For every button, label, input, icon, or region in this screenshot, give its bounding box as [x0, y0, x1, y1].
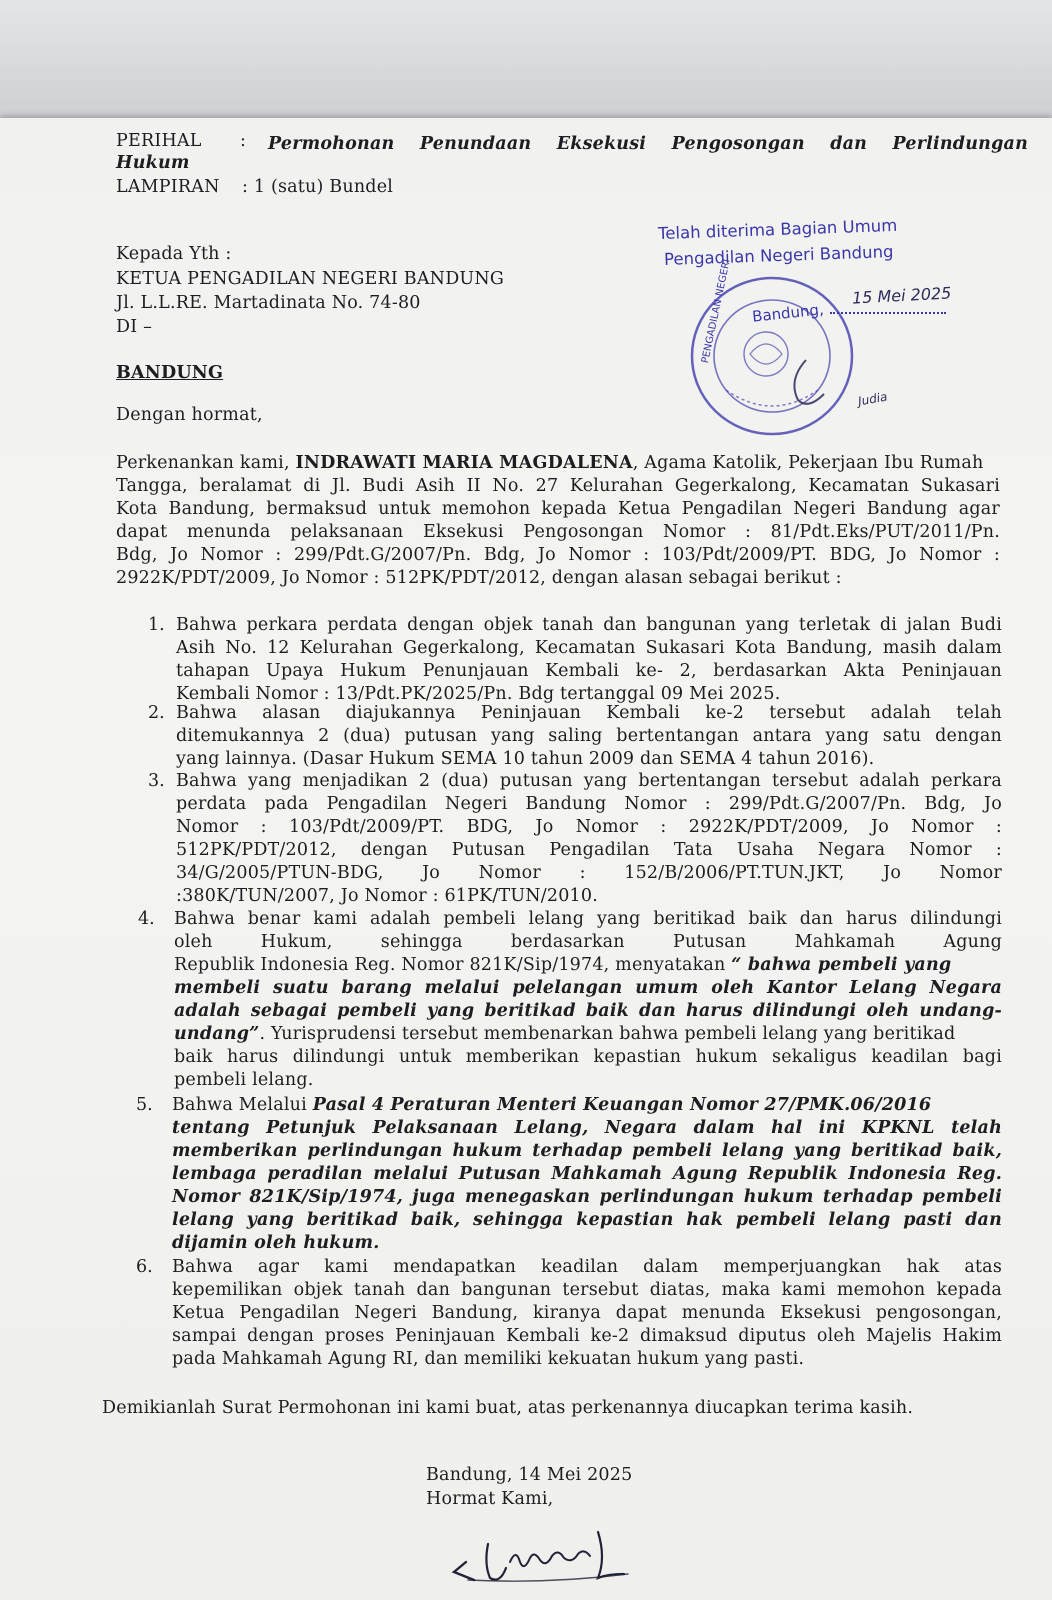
item-3-line: 34/G/2005/PTUN-BDG, Jo Nomor : 152/B/2006/PT.TUN.JKT, Jo Nomor: [176, 863, 1002, 883]
item-3-line: Bahwa yang menjadikan 2 (dua) putusan yang bertentangan tersebut adalah perkara: [176, 771, 1002, 791]
salutation: Dengan hormat,: [116, 405, 263, 425]
stamp-line-2: Pengadilan Negeri Bandung: [663, 242, 894, 269]
item-1-line: Kembali Nomor : 13/Pdt.PK/2025/Pn. Bdg tertanggal 09 Mei 2025.: [176, 684, 781, 704]
item-4-line: Republik Indonesia Reg. Nomor 821K/Sip/1974, menyatakan “ bahwa pembeli yang: [174, 955, 952, 975]
item-4-line: pembeli lelang.: [174, 1070, 314, 1090]
top-shadow-strip: [0, 0, 1052, 118]
stamp-line-1: Telah diterima Bagian Umum: [657, 215, 898, 244]
item-4-line: baik harus dilindungi untuk memberikan kepastian hukum sekaligus keadilan bagi: [174, 1047, 1002, 1067]
item-3-line: perdata pada Pengadilan Negeri Bandung Nomor : 299/Pdt.G/2007/Pn. Bdg, Jo: [176, 794, 1002, 814]
item-4-line: Bahwa benar kami adalah pembeli lelang yang beritikad baik dan harus dilindungi: [174, 909, 1002, 929]
item-5-line: tentang Petunjuk Pelaksanaan Lelang, Negara dalam hal ini KPKNL telah: [172, 1118, 1002, 1138]
intro-line-4: dapat menunda pelaksanaan Eksekusi Pengosongan Nomor : 81/Pdt.Eks/PUT/2011/Pn.: [116, 522, 1000, 542]
item-1-number: 1.: [148, 615, 165, 635]
recipient-name: KETUA PENGADILAN NEGERI BANDUNG: [116, 269, 505, 289]
intro-line-6: 2922K/PDT/2009, Jo Nomor : 512PK/PDT/2012, dengan alasan sebagai berikut :: [116, 568, 842, 588]
signature-place-date: Bandung, 14 Mei 2025: [426, 1465, 633, 1485]
item-6-line: Bahwa agar kami mendapatkan keadilan dalam memperjuangkan hak atas: [172, 1257, 1002, 1277]
item-4-line: oleh Hukum, sehingga berdasarkan Putusan Mahkamah Agung: [174, 932, 1002, 952]
item-4-number: 4.: [138, 909, 155, 929]
item-5-number: 5.: [136, 1095, 153, 1115]
stamp-date-line: [830, 312, 946, 314]
item-6-line: Ketua Pengadilan Negeri Bandung, kiranya dapat menunda Eksekusi pengosongan,: [172, 1303, 1002, 1323]
signature-icon: [448, 1522, 648, 1592]
closing-sentence: Demikianlah Surat Permohonan ini kami buat, atas perkenannya diucapkan terima kasih.: [102, 1398, 914, 1418]
stamp-initial: Judia: [857, 389, 889, 409]
item-5-line: Bahwa Melalui Pasal 4 Peraturan Menteri Keuangan Nomor 27/PMK.06/2016: [172, 1095, 932, 1115]
signature-hormat: Hormat Kami,: [426, 1489, 554, 1509]
item-3-line: :380K/TUN/2007, Jo Nomor : 61PK/TUN/2010.: [176, 886, 598, 906]
item-4-line: undang”. Yurisprudensi tersebut membenarkan bahwa pembeli lelang yang beritikad: [174, 1024, 956, 1044]
item-3-number: 3.: [148, 771, 165, 791]
item-1-line: tahapan Upaya Hukum Penunjauan Kembali ke- 2, berdasarkan Akta Peninjauan: [176, 661, 1002, 681]
item-2-line: Bahwa alasan diajukannya Peninjauan Kembali ke-2 tersebut adalah telah: [176, 703, 1002, 723]
item-2-line: ditemukannya 2 (dua) putusan yang saling bertentangan antara yang satu dengan: [176, 726, 1002, 746]
intro-line-3: Kota Bandung, bermaksud untuk memohon kepada Ketua Pengadilan Negeri Bandung agar: [116, 499, 1000, 519]
item-4-line: membeli suatu barang melalui pelelangan umum oleh Kantor Lelang Negara: [174, 978, 1002, 998]
item-5-line: lembaga peradilan melalui Putusan Mahkamah Agung Republik Indonesia Reg.: [172, 1164, 1002, 1184]
stamp-date-label: Bandung,: [751, 300, 825, 326]
item-6-number: 6.: [136, 1257, 153, 1277]
seal-text: PENGADILAN NEGERI: [700, 258, 733, 365]
item-6-line: pada Mahkamah Agung RI, dan memiliki kekuatan hukum yang pasti.: [172, 1349, 805, 1369]
item-5-line: lelang yang beritikad baik, sehingga kepastian hak pembeli lelang pasti dan: [172, 1210, 1002, 1230]
item-1-line: Bahwa perkara perdata dengan objek tanah dan bangunan yang terletak di jalan Budi: [176, 615, 1002, 635]
perihal-label: PERIHAL: [116, 131, 202, 151]
item-3-line: Nomor : 103/Pdt/2009/PT. BDG, Jo Nomor : 2922K/PDT/2009, Jo Nomor :: [176, 817, 1002, 837]
perihal-value: Permohonan Penundaan Eksekusi Pengosongan dan Perlindungan: [268, 134, 1028, 154]
item-2-number: 2.: [148, 703, 165, 723]
stamp-date-handwritten: 15 Mei 2025: [851, 283, 952, 308]
recipient-kepada: Kepada Yth :: [116, 244, 232, 264]
item-5-line: dijamin oleh hukum.: [172, 1233, 380, 1253]
item-4-line: adalah sebagai pembeli yang beritikad baik dan harus dilindungi oleh undang-: [174, 1001, 1002, 1021]
item-3-line: 512PK/PDT/2012, dengan Putusan Pengadilan Tata Usaha Negara Nomor :: [176, 840, 1002, 860]
item-5-line: memberikan perlindungan hukum terhadap pembeli lelang yang beritikad baik,: [172, 1141, 1002, 1161]
recipient-di: DI –: [116, 317, 153, 337]
perihal-colon: :: [240, 131, 247, 151]
intro-line-2: Tangga, beralamat di Jl. Budi Asih II No. 27 Kelurahan Gegerkalong, Kecamatan Sukasari: [116, 476, 1000, 496]
item-2-line: yang lainnya. (Dasar Hukum SEMA 10 tahun 2009 dan SEMA 4 tahun 2016).: [176, 749, 875, 769]
item-1-line: Asih No. 12 Kelurahan Gegerkalong, Kecamatan Sukasari Kota Bandung, masih dalam: [176, 638, 1002, 658]
lampiran-value: : 1 (satu) Bundel: [242, 177, 394, 197]
intro-line-5: Bdg, Jo Nomor : 299/Pdt.G/2007/Pn. Bdg, Jo Nomor : 103/Pdt/2009/PT. BDG, Jo Nomor :: [116, 545, 1000, 565]
item-5-line: Nomor 821K/Sip/1974, juga menegaskan perlindungan hukum terhadap pembeli: [172, 1187, 1002, 1207]
perihal-value-cont: Hukum: [116, 153, 190, 173]
recipient-city: BANDUNG: [116, 363, 224, 383]
item-6-line: kepemilikan objek tanah dan bangunan tersebut diatas, maka kami memohon kepada: [172, 1280, 1002, 1300]
recipient-address: Jl. L.L.RE. Martadinata No. 74-80: [116, 293, 421, 313]
intro-line-1: Perkenankan kami, INDRAWATI MARIA MAGDALENA, Agama Katolik, Pekerjaan Ibu Rumah: [116, 453, 984, 473]
item-6-line: sampai dengan proses Peninjauan Kembali ke-2 dimaksud diputus oleh Majelis Hakim: [172, 1326, 1002, 1346]
lampiran-label: LAMPIRAN: [116, 177, 220, 197]
